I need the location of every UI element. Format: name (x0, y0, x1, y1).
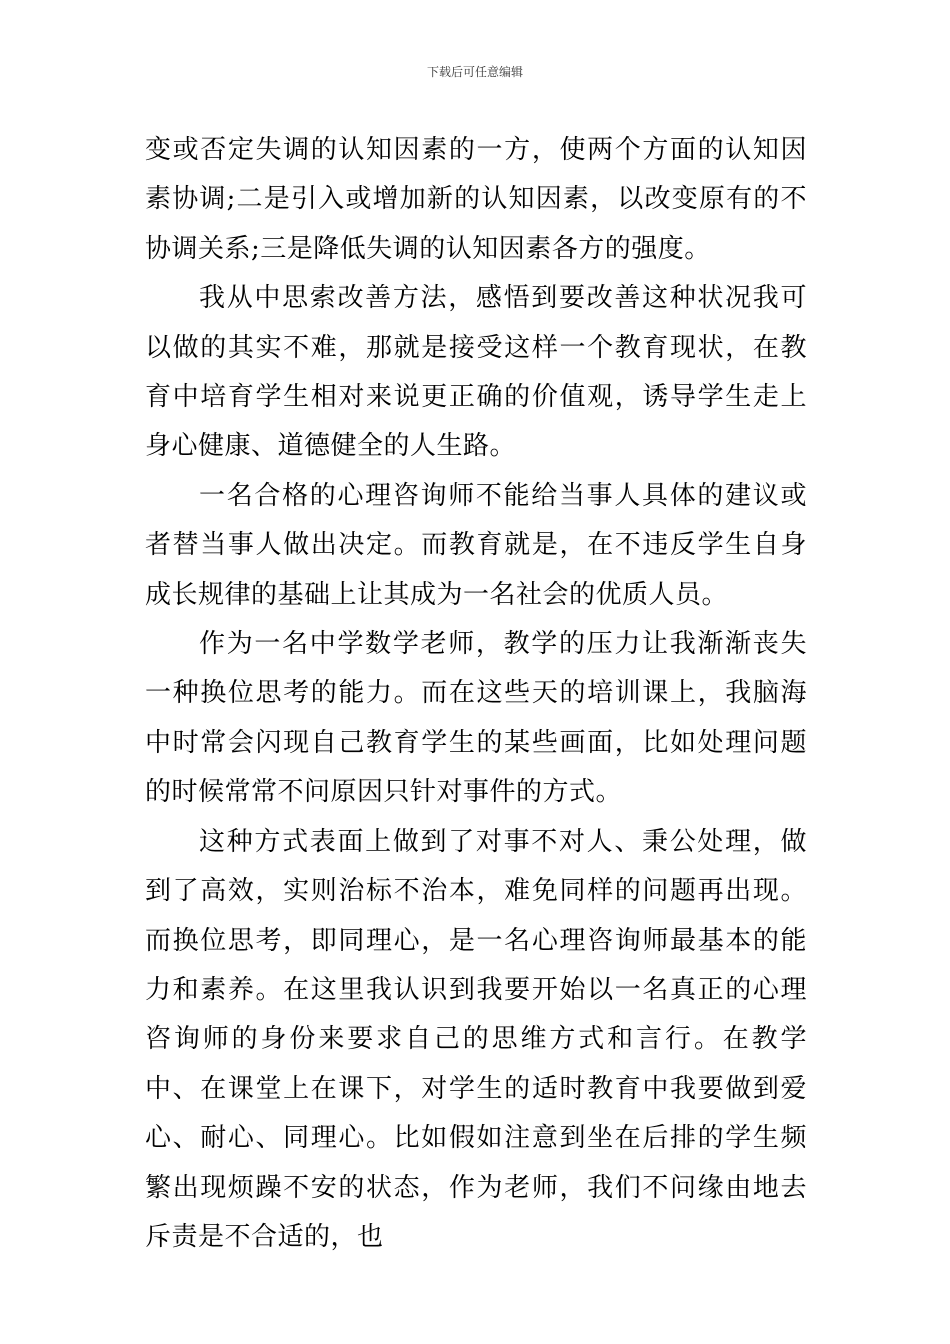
paragraph-3: 一名合格的心理咨询师不能给当事人具体的建议或者替当事人做出决定。而教育就是，在不违反学生自身成长规律的基础上让其成为一名社会的优质人员。 (145, 480, 807, 610)
paragraph-1: 变或否定失调的认知因素的一方，使两个方面的认知因素协调;二是引入或增加新的认知因素，以改变原有的不协调关系;三是降低失调的认知因素各方的强度。 (145, 135, 807, 264)
paragraph-5: 这种方式表面上做到了对事不对人、秉公处理，做到了高效，实则治标不治本，难免同样的问题再出现。而换位思考，即同理心，是一名心理咨询师最基本的能力和素养。在这里我认识到我要开始以一名真正的心理咨询师的身份来要求自己的思维方式和言行。在教学中、在课堂上在课下，对学生的适时教育中我要做到爱心、耐心、同理心。比如假如注意到坐在后排的学生频繁出现烦躁不安的状态，作为老师，我们不问缘由地去斥责是不合适的，也 (145, 826, 807, 1252)
paragraph-4: 作为一名中学数学老师，教学的压力让我渐渐丧失一种换位思考的能力。而在这些天的培训课上，我脑海中时常会闪现自己教育学生的某些画面，比如处理问题的时候常常不问原因只针对事件的方式。 (145, 629, 807, 808)
page-header: 下载后可任意编辑 (426, 65, 523, 79)
document-body (145, 126, 807, 1262)
paragraph-2: 我从中思索改善方法，感悟到要改善这种状况我可以做的其实不难，那就是接受这样一个教育现状，在教育中培育学生相对来说更正确的价值观，诱导学生走上身心健康、道德健全的人生路。 (145, 283, 807, 462)
